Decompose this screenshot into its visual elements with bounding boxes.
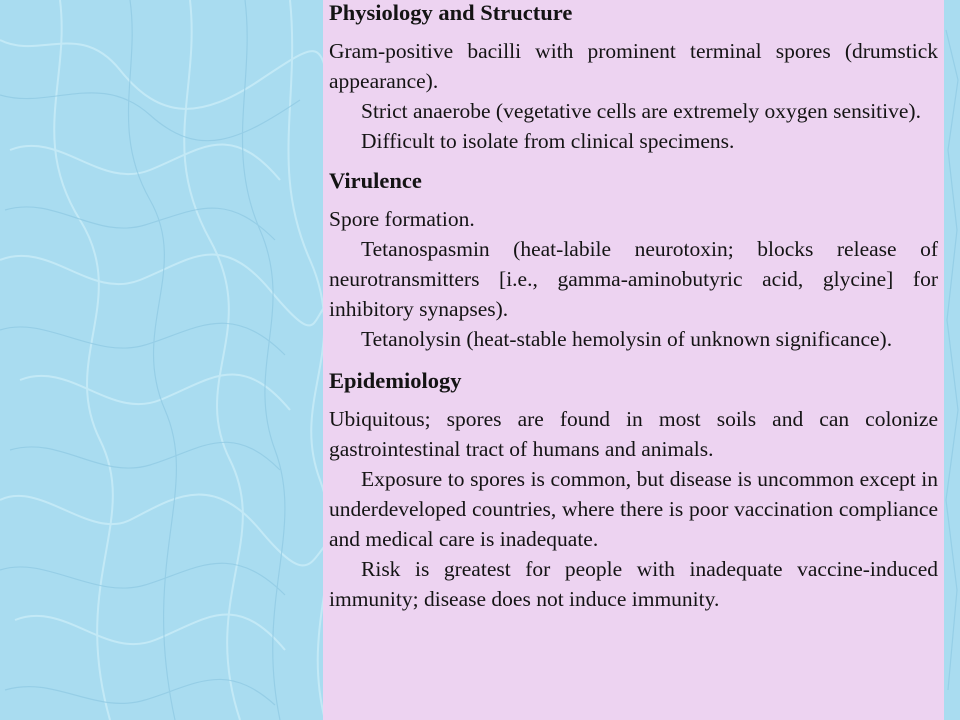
heading-physiology-and-structure: Physiology and Structure: [329, 0, 573, 25]
heading-virulence: Virulence: [329, 168, 422, 193]
content-panel: [323, 0, 944, 720]
paragraph-virulence-1: Spore formation.: [329, 207, 475, 231]
paragraph-physiology-2: Strict anaerobe (vegetative cells are extremely oxygen sensitive).: [361, 99, 921, 123]
paragraph-virulence-2: Tetanospasmin (heat-labile neurotoxin; blocks release of neurotransmitters [i.e., gamma-aminobutyric acid, glycine] for inhibitory synapses).: [329, 237, 938, 321]
heading-epidemiology: Epidemiology: [329, 368, 462, 393]
paragraph-physiology-1: Gram-positive bacilli with prominent terminal spores (drumstick appearance).: [329, 39, 938, 93]
paragraph-epidemiology-2: Exposure to spores is common, but disease is uncommon except in underdeveloped countries, where there is poor vaccination compliance and medical care is inadequate.: [329, 467, 938, 551]
paragraph-physiology-3: Difficult to isolate from clinical specimens.: [361, 129, 735, 153]
paragraph-epidemiology-3: Risk is greatest for people with inadequate vaccine-induced immunity; disease does not induce immunity.: [329, 557, 938, 611]
paragraph-virulence-3: Tetanolysin (heat-stable hemolysin of unknown significance).: [361, 327, 893, 351]
paragraph-epidemiology-1: Ubiquitous; spores are found in most soils and can colonize gastrointestinal tract of humans and animals.: [329, 407, 938, 461]
